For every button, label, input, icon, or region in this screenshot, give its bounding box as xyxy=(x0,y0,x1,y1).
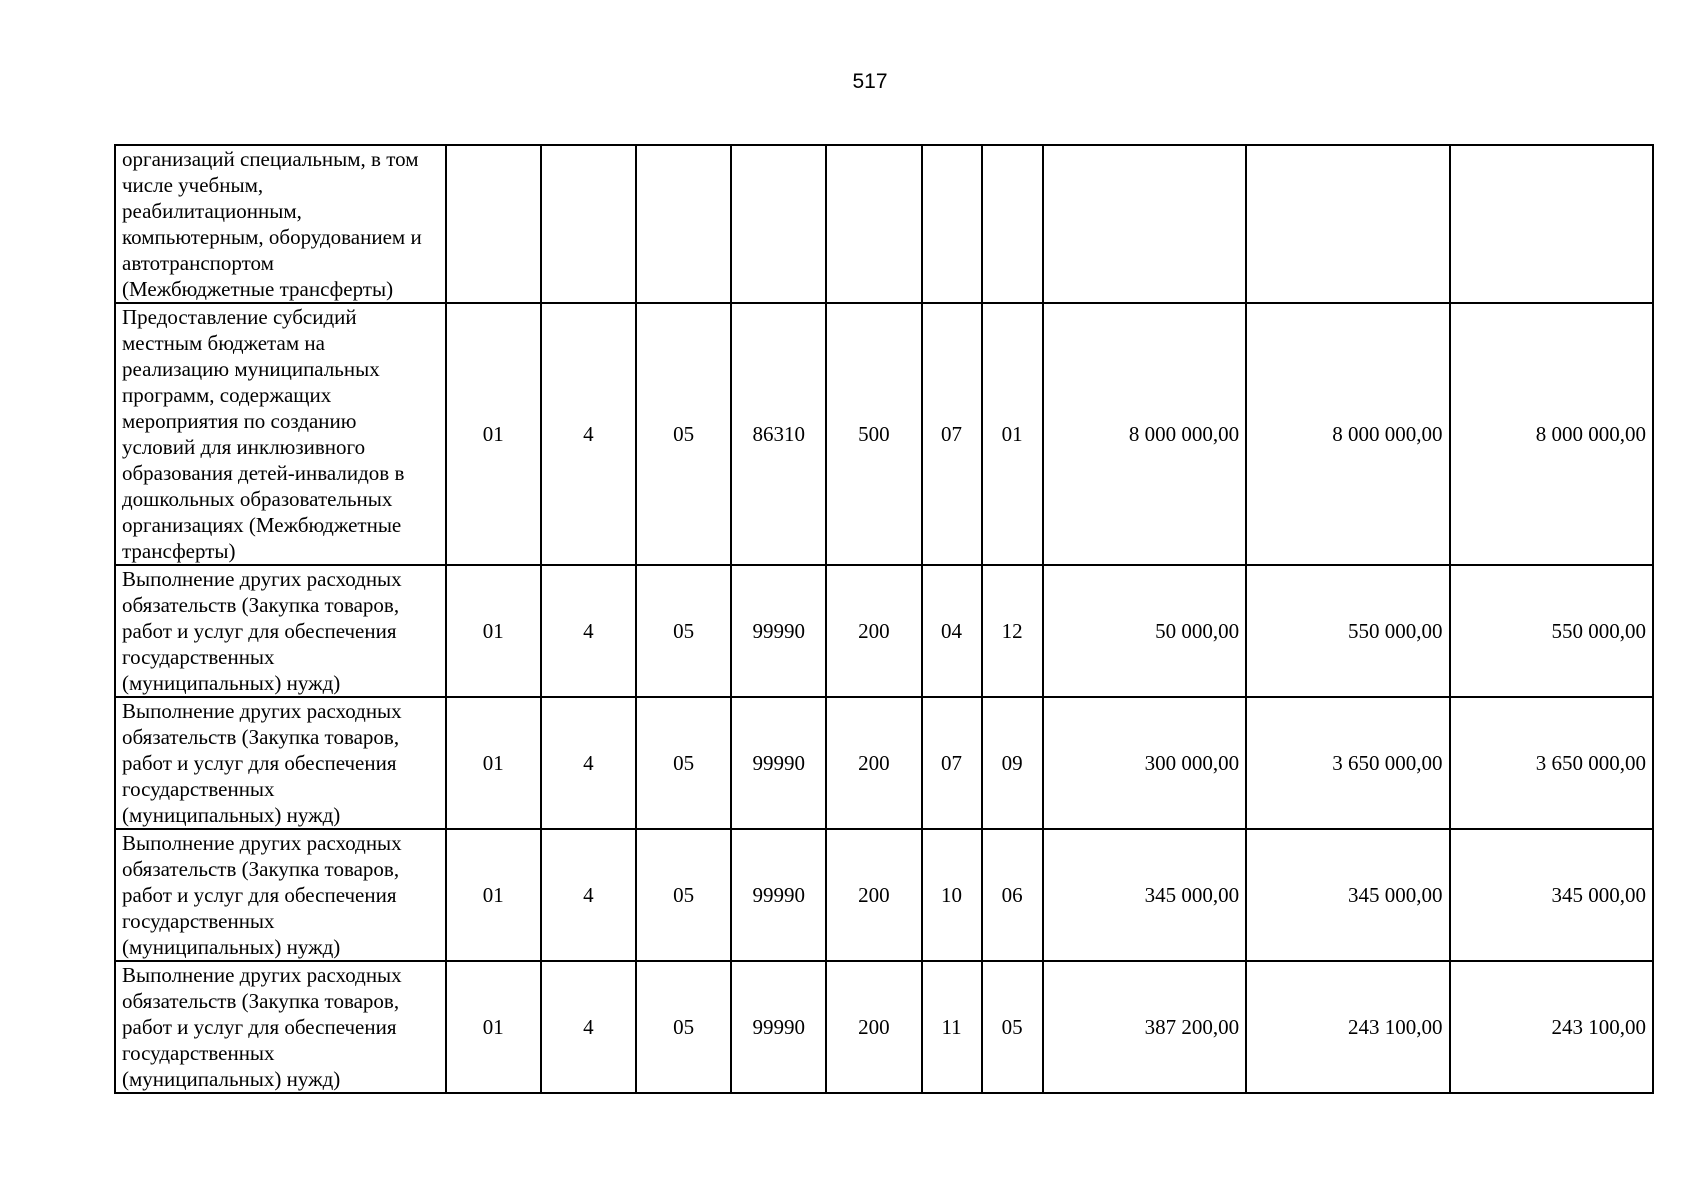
code-cell: 86310 xyxy=(731,303,826,565)
amount-cell: 8 000 000,00 xyxy=(1450,303,1654,565)
code-cell: 01 xyxy=(446,697,541,829)
amount-cell: 8 000 000,00 xyxy=(1246,303,1449,565)
code-cell: 4 xyxy=(541,565,636,697)
code-cell: 500 xyxy=(826,303,921,565)
amount-cell: 550 000,00 xyxy=(1246,565,1449,697)
description-line: реализацию муниципальных xyxy=(122,357,380,381)
description-line: дошкольных образовательных xyxy=(122,487,393,511)
description-line: государственных xyxy=(122,777,275,801)
description-line: местным бюджетам на xyxy=(122,331,325,355)
description-line: числе учебным, xyxy=(122,173,264,197)
description-cell xyxy=(115,145,446,303)
code-cell: 01 xyxy=(446,565,541,697)
description-line: обязательств (Закупка товаров, xyxy=(122,725,400,749)
code-cell: 200 xyxy=(826,697,921,829)
description-line: государственных xyxy=(122,645,275,669)
description-line: (муниципальных) нужд) xyxy=(122,935,341,959)
code-cell: 200 xyxy=(826,565,921,697)
code-cell: 06 xyxy=(982,829,1043,961)
code-cell: 05 xyxy=(636,697,731,829)
amount-cell: 243 100,00 xyxy=(1450,961,1654,1093)
description-line: работ и услуг для обеспечения xyxy=(122,1015,397,1039)
table-row xyxy=(115,565,1653,697)
table-row xyxy=(115,697,1653,829)
amount-cell: 345 000,00 xyxy=(1246,829,1449,961)
description-line: работ и услуг для обеспечения xyxy=(122,883,397,907)
code-cell xyxy=(731,145,826,303)
code-cell: 12 xyxy=(982,565,1043,697)
table-row xyxy=(115,145,1653,303)
description-line: (муниципальных) нужд) xyxy=(122,1067,341,1091)
code-cell: 04 xyxy=(922,565,982,697)
description-line: программ, содержащих xyxy=(122,383,332,407)
description-line: компьютерным, оборудованием и xyxy=(122,225,422,249)
amount-cell xyxy=(1246,145,1449,303)
description-line: образования детей-инвалидов в xyxy=(122,461,405,485)
description-line: организаций специальным, в том xyxy=(122,147,419,171)
code-cell: 05 xyxy=(636,565,731,697)
code-cell: 99990 xyxy=(731,829,826,961)
code-cell: 01 xyxy=(446,829,541,961)
code-cell: 4 xyxy=(541,961,636,1093)
code-cell: 11 xyxy=(922,961,982,1093)
description-line: трансферты) xyxy=(122,539,236,563)
table-row xyxy=(115,961,1653,1093)
description-line: государственных xyxy=(122,909,275,933)
code-cell: 05 xyxy=(636,961,731,1093)
code-cell: 4 xyxy=(541,303,636,565)
code-cell: 4 xyxy=(541,697,636,829)
amount-cell: 345 000,00 xyxy=(1450,829,1654,961)
description-cell xyxy=(115,961,446,1093)
description-cell xyxy=(115,829,446,961)
description-line: реабилитационным, xyxy=(122,199,302,223)
code-cell: 01 xyxy=(446,303,541,565)
code-cell: 07 xyxy=(922,697,982,829)
description-cell xyxy=(115,697,446,829)
code-cell: 99990 xyxy=(731,697,826,829)
page-number: 517 xyxy=(852,70,888,93)
table-row xyxy=(115,303,1653,565)
description-line: Выполнение других расходных xyxy=(122,831,402,855)
description-line: условий для инклюзивного xyxy=(122,435,366,459)
description-line: (Межбюджетные трансферты) xyxy=(122,277,394,301)
amount-cell: 8 000 000,00 xyxy=(1043,303,1246,565)
amount-cell xyxy=(1043,145,1246,303)
code-cell: 99990 xyxy=(731,961,826,1093)
description-line: обязательств (Закупка товаров, xyxy=(122,857,400,881)
code-cell xyxy=(826,145,921,303)
code-cell xyxy=(446,145,541,303)
description-cell xyxy=(115,565,446,697)
description-line: автотранспортом xyxy=(122,251,274,275)
description-line: (муниципальных) нужд) xyxy=(122,671,341,695)
description-line: Выполнение других расходных xyxy=(122,699,402,723)
description-line: Выполнение других расходных xyxy=(122,963,402,987)
description-line: работ и услуг для обеспечения xyxy=(122,751,397,775)
amount-cell: 3 650 000,00 xyxy=(1246,697,1449,829)
amount-cell: 300 000,00 xyxy=(1043,697,1246,829)
code-cell: 99990 xyxy=(731,565,826,697)
description-line: обязательств (Закупка товаров, xyxy=(122,989,400,1013)
code-cell xyxy=(922,145,982,303)
table-row xyxy=(115,829,1653,961)
code-cell: 09 xyxy=(982,697,1043,829)
description-line: (муниципальных) нужд) xyxy=(122,803,341,827)
amount-cell: 50 000,00 xyxy=(1043,565,1246,697)
code-cell xyxy=(541,145,636,303)
code-cell: 01 xyxy=(982,303,1043,565)
description-cell xyxy=(115,303,446,565)
amount-cell: 550 000,00 xyxy=(1450,565,1654,697)
description-line: Предоставление субсидий xyxy=(122,305,357,329)
code-cell: 4 xyxy=(541,829,636,961)
description-line: мероприятия по созданию xyxy=(122,409,357,433)
code-cell: 07 xyxy=(922,303,982,565)
amount-cell: 345 000,00 xyxy=(1043,829,1246,961)
code-cell: 05 xyxy=(636,303,731,565)
code-cell: 10 xyxy=(922,829,982,961)
code-cell xyxy=(636,145,731,303)
description-line: обязательств (Закупка товаров, xyxy=(122,593,400,617)
amount-cell: 243 100,00 xyxy=(1246,961,1449,1093)
code-cell: 200 xyxy=(826,829,921,961)
amount-cell xyxy=(1450,145,1654,303)
code-cell: 01 xyxy=(446,961,541,1093)
amount-cell: 387 200,00 xyxy=(1043,961,1246,1093)
code-cell: 05 xyxy=(982,961,1043,1093)
description-line: государственных xyxy=(122,1041,275,1065)
code-cell: 200 xyxy=(826,961,921,1093)
code-cell xyxy=(982,145,1043,303)
budget-table xyxy=(114,144,1654,1094)
description-line: Выполнение других расходных xyxy=(122,567,402,591)
amount-cell: 3 650 000,00 xyxy=(1450,697,1654,829)
description-line: работ и услуг для обеспечения xyxy=(122,619,397,643)
code-cell: 05 xyxy=(636,829,731,961)
description-line: организациях (Межбюджетные xyxy=(122,513,402,537)
